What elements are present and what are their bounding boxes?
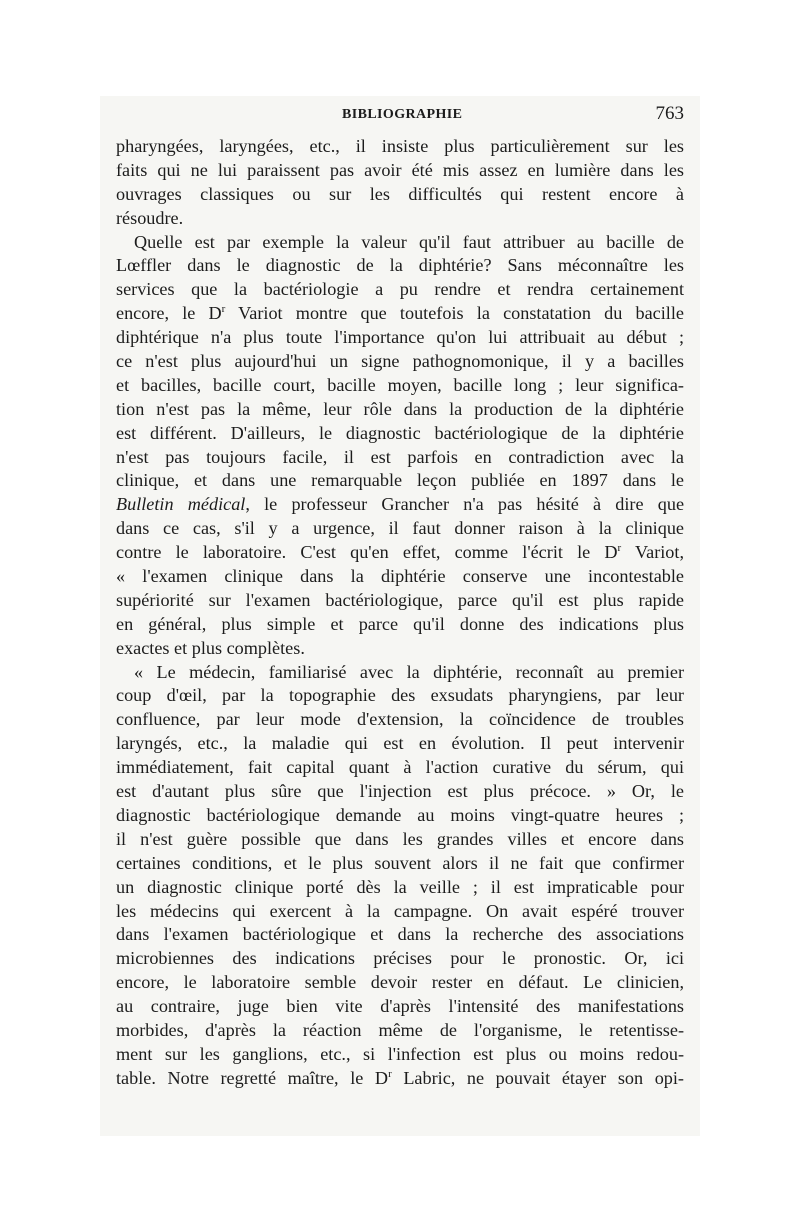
paragraph-start: « Le médecin, familiarisé avec la diphtérie, reconnaît au premier [134,661,684,682]
text-line: encore, le laboratoire semble devoir rester en défaut. Le clinicien, [116,972,684,993]
text-line: pharyngées, laryngées, etc., il insiste plus particulièrement sur les [116,136,684,156]
text-line: faits qui ne lui paraissent pas avoir été mis assez en lumière dans les [116,159,684,180]
text-line: exactes et plus complètes. [116,637,305,658]
text-line: coup d'œil, par la topographie des exsudats pharyngiens, par leur [116,685,684,706]
text-line: morbides, d'après la réaction même de l'organisme, le retentisse- [116,1019,684,1040]
text-line: les médecins qui exercent à la campagne. On avait espéré trouver [116,900,684,921]
book-page [116,103,684,1091]
text-line: diagnostic bactériologique demande au moins vingt-quatre heures ; [116,804,684,825]
text-line: au contraire, juge bien vite d'après l'intensité des manifestations [116,996,684,1017]
text-line: en général, plus simple et parce qu'il donne des indications plus [116,613,684,634]
text-line: certaines conditions, et le plus souvent alors il ne fait que confirmer [116,852,684,873]
text-span: , le professeur Grancher n'a pas hésité à dire que [245,494,685,515]
text-line: Lœffler dans le diagnostic de la diphtérie? Sans méconnaître les [116,255,684,276]
page-header [116,103,684,135]
text-span: table. Notre regretté maître, le D [116,1067,389,1088]
text-line [116,302,684,326]
text-line: dans ce cas, s'il y a urgence, il faut donner raison à la clinique [116,518,684,539]
text-line: immédiatement, fait capital quant à l'action curative du sérum, qui [116,757,684,778]
text-line: tion n'est pas la même, leur rôle dans la production de la diphtérie [116,398,684,419]
text-line: un diagnostic clinique porté dès la veille ; il est impraticable pour [116,876,684,897]
text-span: Labric, ne pouvait étayer son opi- [391,1067,684,1088]
text-span: Variot montre que toutefois la constatation du bacille [225,303,684,324]
text-line: et bacilles, bacille court, bacille moyen, bacille long ; leur significa- [116,374,684,395]
text-line: microbiennes des indications précises pour le pronostic. Or, ici [116,948,684,969]
text-line: ouvrages classiques ou sur les difficultés qui restent encore à [116,183,684,204]
text-line: laryngés, etc., la maladie qui est en évolution. Il peut intervenir [116,733,684,754]
journal-title: Bulletin médical [116,494,246,515]
text-line: diphtérique n'a plus toute l'importance qu'on lui attribuait au début ; [116,327,684,348]
text-line: ce n'est plus aujourd'hui un signe pathognomonique, il y a bacilles [116,351,684,372]
text-line: supériorité sur l'examen bactériologique, parce qu'il est plus rapide [116,589,684,610]
text-line: il n'est guère possible que dans les grandes villes et encore dans [116,828,684,849]
page-number: 763 [655,103,684,124]
text-span: contre le laboratoire. C'est qu'en effet, comme l'écrit le D [116,542,618,563]
text-line: est d'autant plus sûre que l'injection est plus précoce. » Or, le [116,781,684,802]
text-line: confluence, par leur mode d'extension, la coïncidence de troubles [116,709,684,730]
text-line: « l'examen clinique dans la diphtérie conserve une incontestable [116,566,684,587]
text-line: dans l'examen bactériologique et dans la recherche des associations [116,924,684,945]
text-line: clinique, et dans une remarquable leçon publiée en 1897 dans le [116,470,684,491]
text-line: n'est pas toujours facile, il est parfois en contradiction avec la [116,446,684,467]
text-line: résoudre. [116,207,184,228]
text-span: encore, le D [116,303,222,324]
paragraph-start: Quelle est par exemple la valeur qu'il faut attribuer au bacille de [134,231,684,252]
text-line: est différent. D'ailleurs, le diagnostic bactériologique de la diphtérie [116,422,684,443]
running-head: BIBLIOGRAPHIE [342,107,463,122]
text-line [116,1067,684,1091]
superscript: r [221,303,226,316]
text-line: services que la bactériologie a pu rendre et rendra certainement [116,279,684,300]
body-text [116,135,684,1091]
superscript: r [617,542,622,555]
text-span: Variot, [621,542,684,563]
text-line: ment sur les ganglions, etc., si l'infection est plus ou moins redou- [116,1043,684,1064]
superscript: r [388,1067,392,1080]
text-line [116,541,684,565]
text-line [116,493,684,517]
